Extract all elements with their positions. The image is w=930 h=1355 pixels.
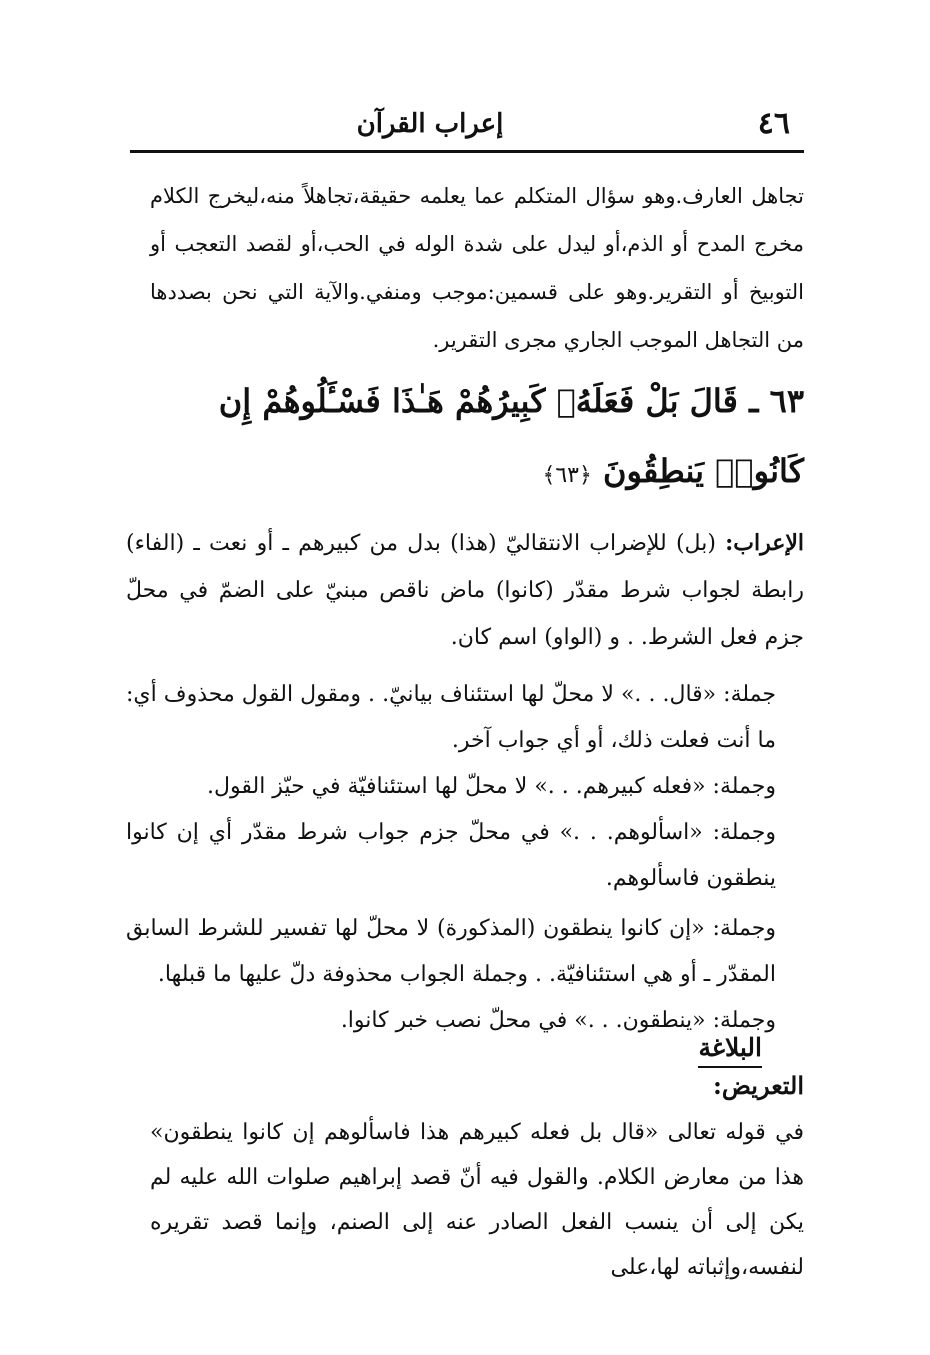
sentences-analysis xyxy=(126,672,804,1044)
verse-text: قَالَ بَلْ فَعَلَهُۥ كَبِيرُهُمْ هَـٰذَا فَسْـَٔلُوهُمْ إِن كَانُوا۟ يَنطِقُونَ xyxy=(218,382,804,490)
verse-end-marker: ﴿٦٣﴾ xyxy=(542,463,592,488)
running-title: إعراب القرآن xyxy=(356,109,504,139)
irab-paragraph xyxy=(126,520,804,661)
intro-paragraph: تجاهل العارف.وهو سؤال المتكلم عما يعلمه حقيقة،تجاهلاً منه،ليخرج الكلام مخرج المدح أو الذم،أو ليدل على شدة الوله في الحب،أو لقصد التعجب أو التوبيخ أو التقرير.وهو على قسمين:موجب ومنفي.والآية التي نحن بصددها من التجاهل الموجب الجاري مجرى التقرير. xyxy=(150,184,804,352)
sentence-item: وجملة: «ينطقون. . .» في محلّ نصب خبر كانوا. xyxy=(340,1008,776,1033)
tarid-paragraph: في قوله تعالى «قال بل فعله كبيرهم هذا فاسألوهم إن كانوا ينطقون» هذا من معارض الكلام. والقول فيه أنّ قصد إبراهيم صلوات الله عليه لم يكن إلى أن ينسب الفعل الصادر عنه إلى الصنم، وإنما قصد تقريره لنفسه،وإثباته لها،على xyxy=(150,1120,804,1280)
quran-verse xyxy=(140,366,804,511)
verse-number: ٦٣ ـ xyxy=(749,382,804,420)
header-divider xyxy=(130,150,804,153)
tarid-heading: التعريض: xyxy=(713,1071,804,1100)
sentence-item: وجملة: «اسألوهم. . .» في محلّ جزم جواب شرط مقدّر أي إن كانوا ينطقون فاسألوهم. xyxy=(126,820,776,891)
irab-text: (بل) للإضراب الانتقاليّ (هذا) بدل من كبيرهم ـ أو نعت ـ (الفاء) رابطة لجواب شرط مقدّر (كانوا) ماض ناقص مبنيّ على الضمّ في محلّ جزم فعل الشرط. . و (الواو) اسم كان. xyxy=(126,531,804,650)
sentence-item: وجملة: «فعله كبيرهم. . .» لا محلّ لها استئنافيّة في حيّز القول. xyxy=(207,774,776,799)
balagha-heading: البلاغة xyxy=(698,1030,762,1068)
page-number: ٤٦ xyxy=(757,106,790,141)
sentence-item: جملة: «قال. . .» لا محلّ لها استئناف بيانيّ. . ومقول القول محذوف أي: ما أنت فعلت ذلك، أو أي جواب آخر. xyxy=(126,682,776,753)
irab-label: الإعراب: xyxy=(725,530,804,556)
sentence-item: وجملة: «إن كانوا ينطقون (المذكورة) لا محلّ لها تفسير للشرط السابق المقدّر ـ أو هي استئنافيّة. . وجملة الجواب محذوفة دلّ عليها ما قبلها. xyxy=(126,916,776,987)
